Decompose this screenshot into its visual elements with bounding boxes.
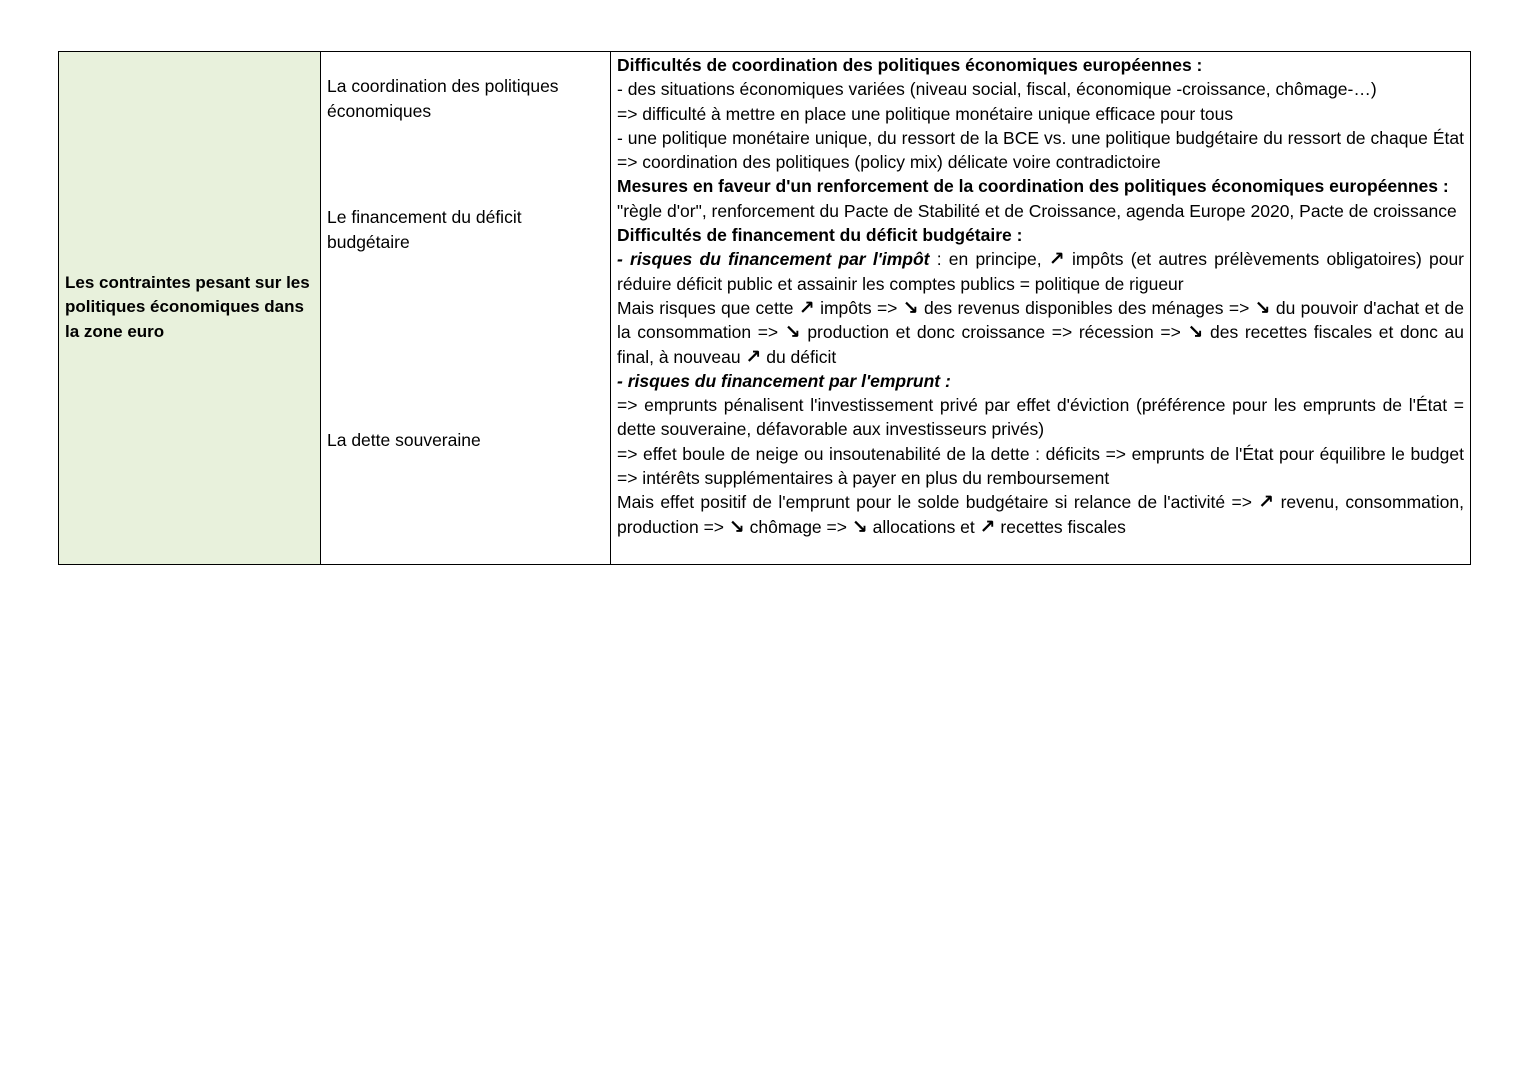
- table-row: [59, 52, 1471, 565]
- mais-text-d: du pouvoir d'achat et de la consommation =>: [617, 297, 1464, 343]
- coordination-heading: Difficultés de coordination des politiques économiques européennes :: [617, 55, 1203, 75]
- mais-text-g: du déficit: [761, 346, 837, 367]
- mais-paragraph: [617, 296, 1464, 369]
- subtopics-list: [321, 52, 610, 564]
- coordination-point-1: - des situations économiques variées (niveau social, fiscal, économique -croissance, chômage-…): [617, 79, 1377, 100]
- subtopic-dette: La dette souveraine: [327, 430, 481, 450]
- positif-text-e: recettes fiscales: [995, 516, 1126, 537]
- arrow-down-icon: ↘: [1254, 297, 1271, 319]
- emprunt-label: - risques du financement par l'emprunt :: [617, 370, 951, 391]
- positif-text-c: chômage =>: [744, 516, 852, 537]
- arrow-up-icon: ↗: [1048, 249, 1065, 271]
- emprunt-point-2: => effet boule de neige ou insoutenabilité de la dette : déficits => emprunts de l'État pour équilibre le budget => intérêts supplémentaires à payer en plus du remboursement: [617, 443, 1464, 489]
- emprunt-point-1: => emprunts pénalisent l'investissement privé par effet d'éviction (préférence pour les emprunts de l'État = dette souveraine, défavorable aux investisseurs privés): [617, 395, 1464, 440]
- mais-text-c: des revenus disponibles des ménages =>: [918, 297, 1255, 318]
- positif-text-d: allocations et: [867, 516, 980, 537]
- positif-paragraph: [617, 490, 1464, 539]
- subtopics-cell: [321, 52, 611, 565]
- mesures-point: "règle d'or", renforcement du Pacte de Stabilité et de Croissance, agenda Europe 2020, Pacte de croissance: [617, 200, 1457, 221]
- coordination-point-3: - une politique monétaire unique, du ressort de la BCE vs. une politique budgétaire du ressort de chaque État => coordination des politiques (policy mix) délicate voire contradictoire: [617, 127, 1464, 173]
- arrow-up-icon: ↗: [1258, 492, 1275, 514]
- arrow-up-icon: ↗: [979, 516, 996, 538]
- arrow-down-icon: ↘: [851, 516, 868, 538]
- arrow-up-icon: ↗: [798, 297, 815, 319]
- theme-cell: [59, 52, 321, 565]
- subtopic-financement: Le financement du déficit budgétaire: [327, 207, 522, 252]
- financement-heading: Difficultés de financement du déficit budgétaire :: [617, 225, 1023, 246]
- details-cell: [611, 52, 1471, 565]
- subtopic-coordination: La coordination des politiques économiques: [327, 76, 559, 121]
- arrow-down-icon: ↘: [784, 322, 801, 344]
- impot-paragraph: [617, 247, 1464, 296]
- arrow-down-icon: ↘: [902, 297, 919, 319]
- arrow-up-icon: ↗: [745, 346, 762, 368]
- impot-label: - risques du financement par l'impôt: [617, 249, 930, 270]
- coordination-point-2: => difficulté à mettre en place une politique monétaire unique efficace pour tous: [617, 103, 1234, 124]
- mais-text-f: des recettes fiscales et donc au final, à nouveau: [617, 322, 1465, 367]
- arrow-down-icon: ↘: [1187, 322, 1204, 344]
- mais-text-e: production et donc croissance => récession =>: [800, 322, 1188, 343]
- mais-text-b: impôts =>: [814, 297, 903, 318]
- theme-title: Les contraintes pesant sur les politiques économiques dans la zone euro: [65, 272, 310, 341]
- impot-text-b: impôts (et autres prélèvements obligatoires) pour réduire déficit public et assainir les comptes publics = politique de rigueur: [617, 249, 1465, 294]
- details-text: [611, 52, 1470, 539]
- arrow-down-icon: ↘: [728, 516, 745, 538]
- positif-text-a: Mais effet positif de l'emprunt pour le solde budgétaire si relance de l'activité =>: [617, 492, 1259, 513]
- positif-text-b: revenu, consommation, production =>: [617, 492, 1464, 537]
- mesures-heading: Mesures en faveur d'un renforcement de la coordination des politiques économiques européennes :: [617, 176, 1449, 197]
- impot-text-a: : en principe,: [929, 249, 1049, 270]
- course-summary-table: [58, 51, 1471, 565]
- mais-text-a: Mais risques que cette: [617, 297, 799, 318]
